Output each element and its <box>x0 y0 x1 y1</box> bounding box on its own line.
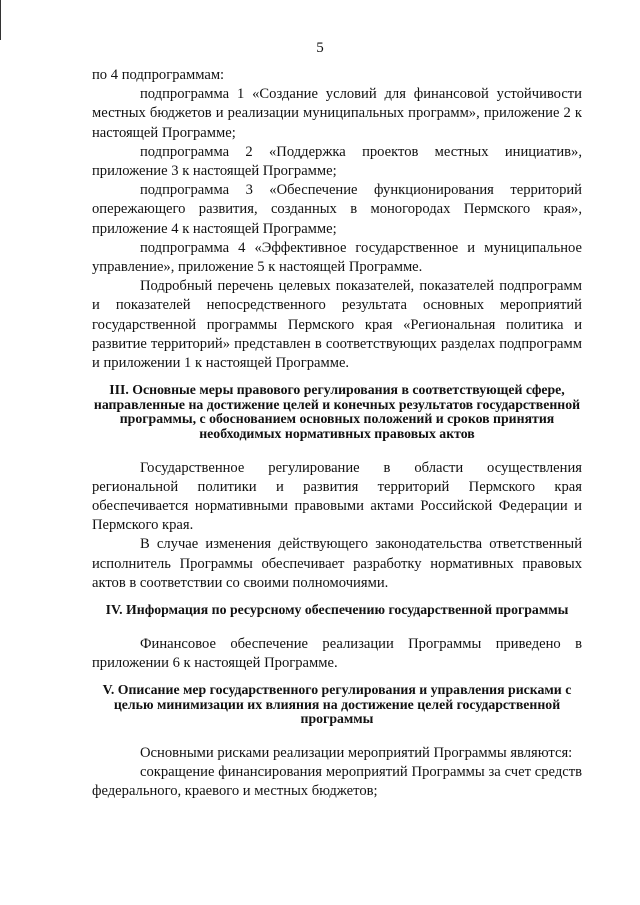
section-5-heading: V. Описание мер государственного регулирования и управления рисками с целью минимизации их влияния на достижение целей государственной программы <box>102 682 572 727</box>
section-3-paragraph-2: В случае изменения действующего законодательства ответственный исполнитель Программы обеспечивает разработку нормативных правовых актов в соответствии со своими полномочиями. <box>92 536 582 591</box>
section-4-heading: IV. Информация по ресурсному обеспечению государственной программы <box>105 602 569 618</box>
subprogram-1-paragraph: подпрограмма 1 «Создание условий для финансовой устойчивости местных бюджетов и реализации муниципальных программ», приложение 2 к настоящей Программе; <box>92 86 582 141</box>
section-5-paragraph-1: Основными рисками реализации мероприятий Программы являются: <box>140 744 573 761</box>
document-body <box>92 66 582 801</box>
section-3-paragraph-1: Государственное регулирование в области осуществления региональной политики и развития территорий Пермского края обеспечивается нормативными правовыми актами Российской Федерации и Пермского края. <box>92 459 582 534</box>
page-number: 5 <box>316 40 324 56</box>
section-5-paragraph-2: сокращение финансирования мероприятий Программы за счет средств федерального, краевого и местных бюджетов; <box>92 764 582 800</box>
indicators-paragraph: Подробный перечень целевых показателей, показателей подпрограмм и показателей непосредственного результата основных мероприятий государственной программы Пермского края «Региональная политика и развитие территорий» представлен в соответствующих разделах подпрограмм и приложении 1 к настоящей Программе. <box>92 278 582 372</box>
section-4-paragraph-1: Финансовое обеспечение реализации Программы приведено в приложении 6 к настоящей Программе. <box>92 635 582 671</box>
page-edge-mark <box>0 0 1 40</box>
intro-paragraph: по 4 подпрограммам: <box>92 67 225 83</box>
subprogram-4-paragraph: подпрограмма 4 «Эффективное государственное и муниципальное управление», приложение 5 к настоящей Программе. <box>92 239 582 276</box>
section-3-heading: III. Основные меры правового регулирования в соответствующей сфере, направленные на достижение целей и конечных результатов государственной программы, с обоснованием основных положений и сроков принятия необходимых нормативных правовых актов <box>93 382 581 442</box>
subprogram-3-paragraph: подпрограмма 3 «Обеспечение функционирования территорий опережающего развития, созданных в моногородах Пермского края», приложение 4 к настоящей Программе; <box>92 182 582 237</box>
subprogram-2-paragraph: подпрограмма 2 «Поддержка проектов местных инициатив», приложение 3 к настоящей Программе; <box>92 143 582 180</box>
